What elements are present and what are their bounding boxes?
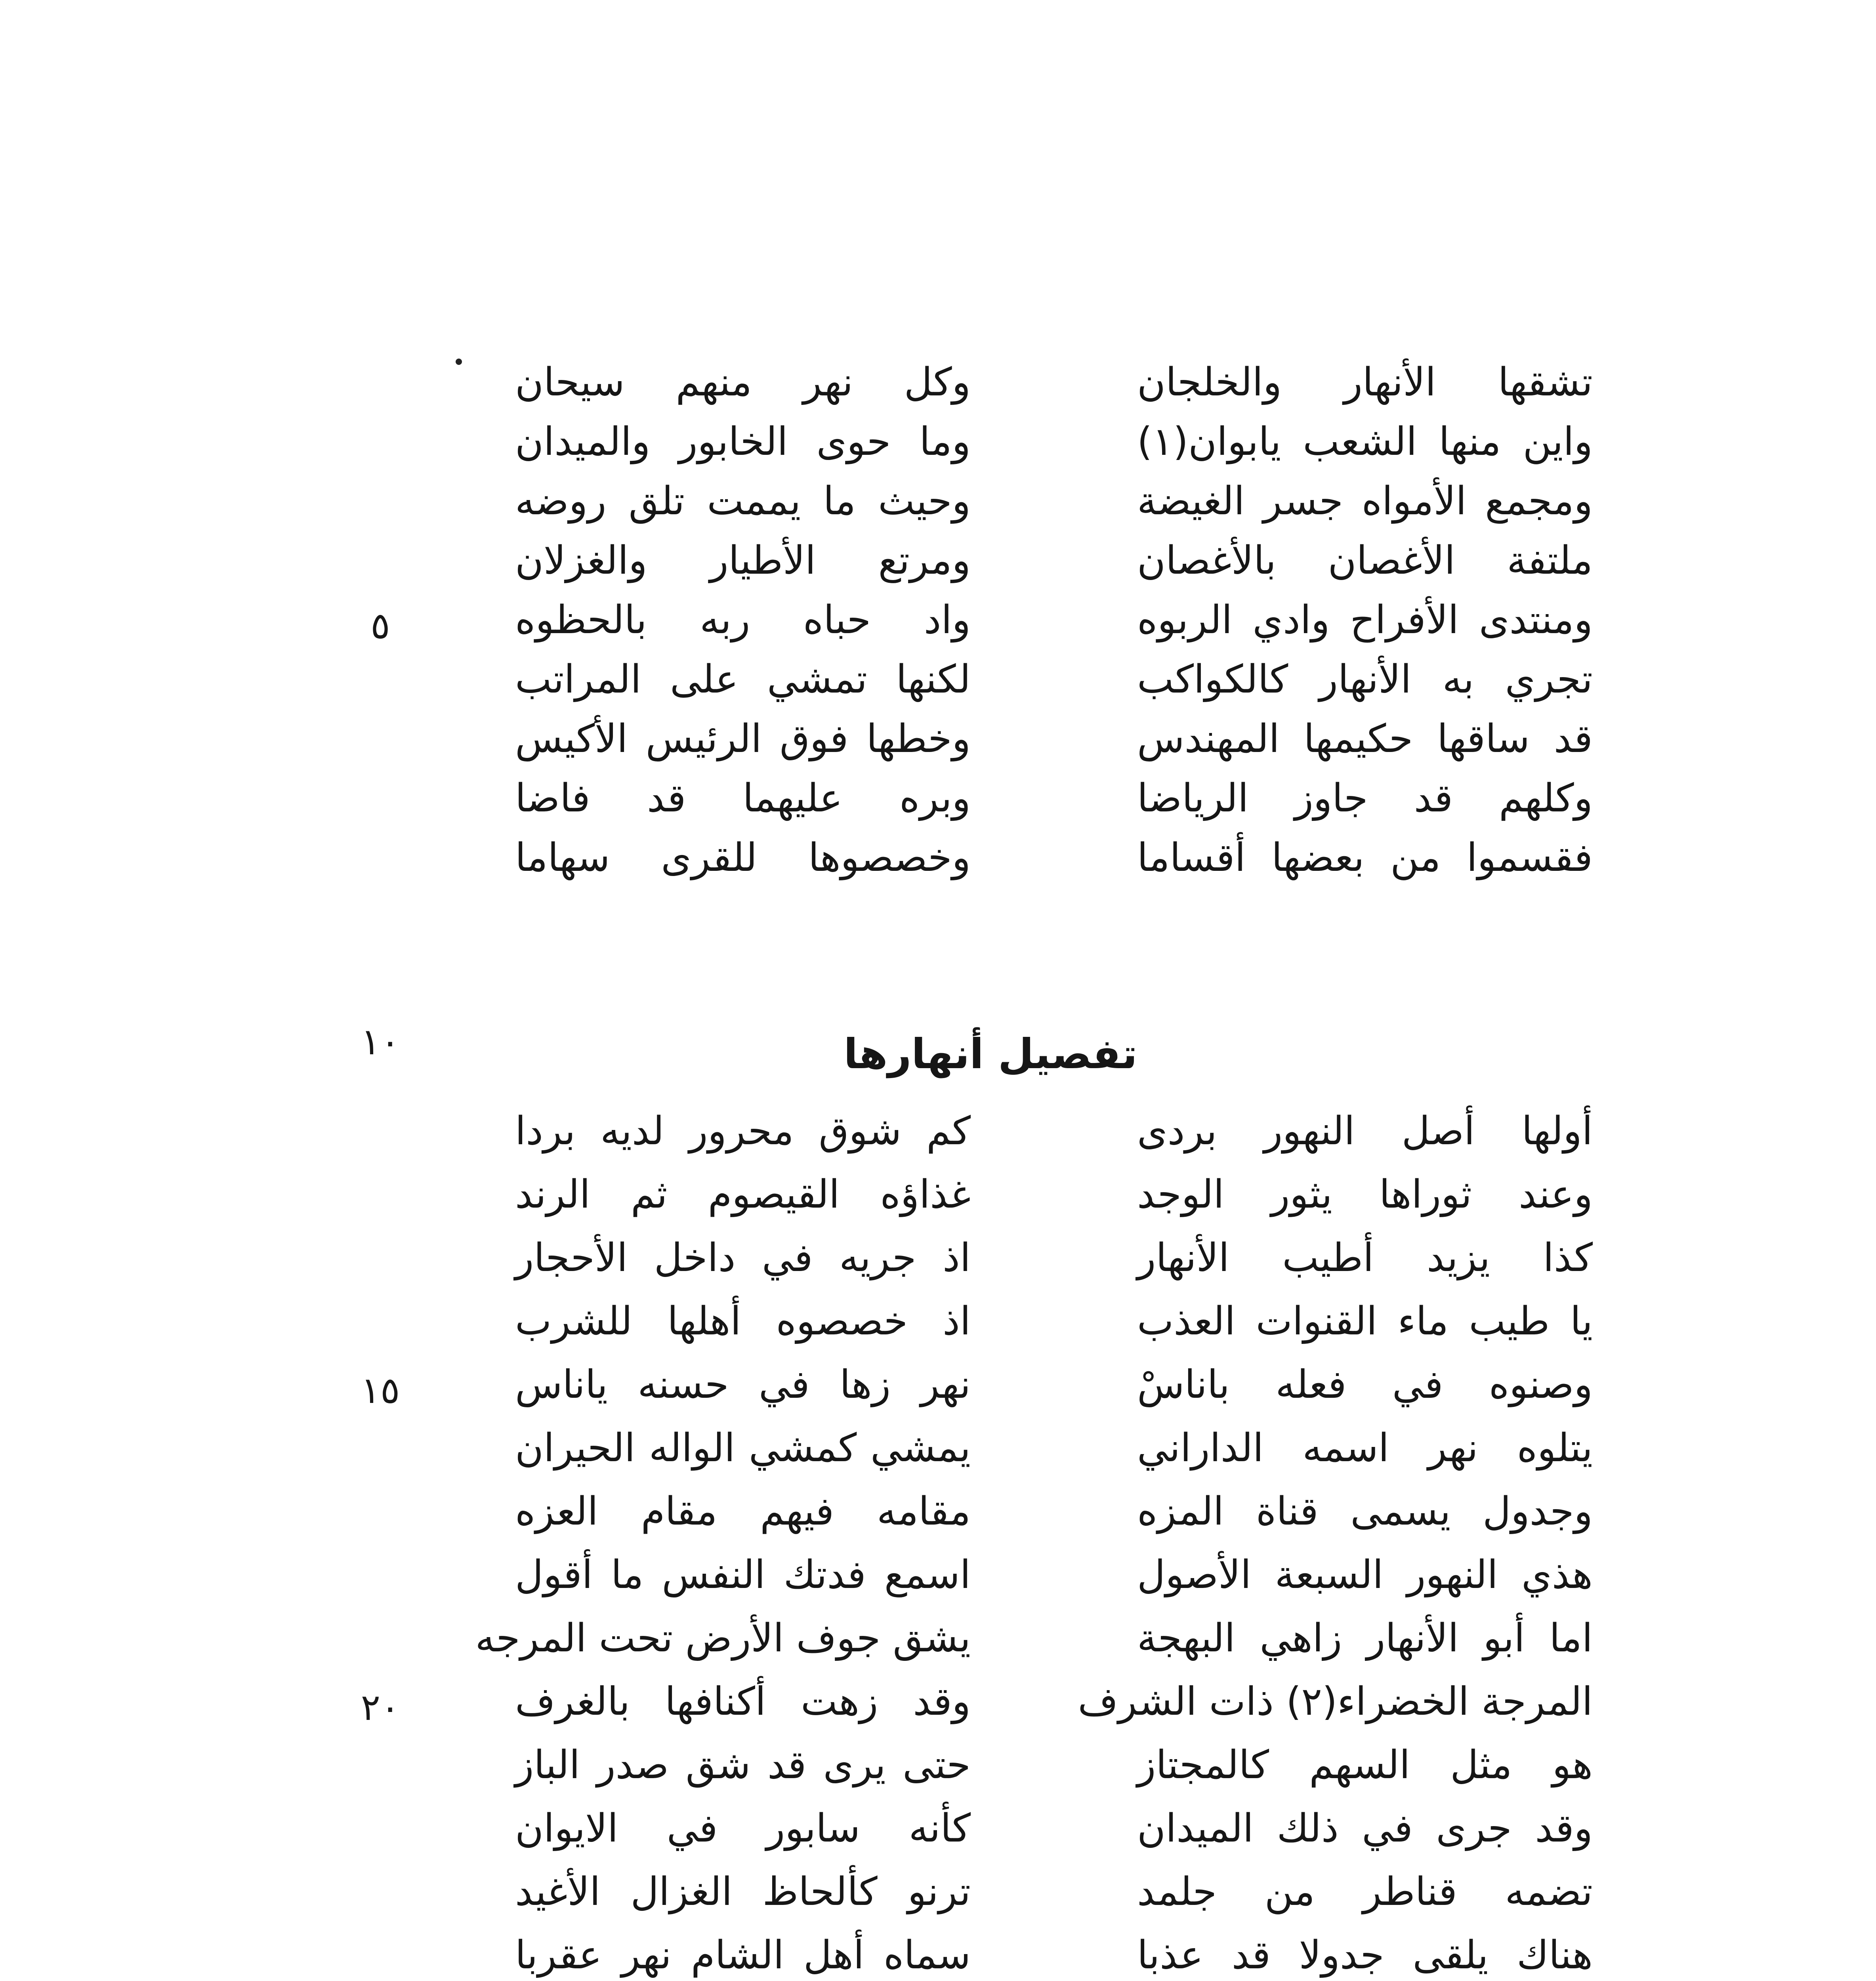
verse-left: مقامه فيهم مقام العزه [515,1489,971,1534]
verse-left: كم شوق محرور لديه بردا [515,1109,971,1154]
verse-left: وحيث ما يممت تلق روضه [515,479,971,524]
print-speck [456,359,462,365]
verse-right: اما أبو الأنهار زاهي البهجة [1137,1616,1593,1661]
verse-right: واين منها الشعب يابوان(١) [1137,419,1593,464]
verse-left: ومرتع الأطيار والغزلان [515,538,971,583]
verse-right: هذي النهور السبعة الأصول [1137,1552,1593,1597]
verse-right: وصنوه في فعله باناسْ [1137,1362,1593,1407]
verse-right: وكلهم قد جاوز الرياضا [1137,776,1593,821]
verse-left: واد حباه ربه بالحظوه [515,597,971,643]
line-number: ٢٠ [361,1686,400,1729]
verse-right: تجري به الأنهار كالكواكب [1137,657,1593,702]
verse-right: تضمه قناطر من جلمد [1137,1869,1593,1914]
verse-right: وقد جرى في ذلك الميدان [1137,1806,1593,1851]
verse-right: ومنتدى الأفراح وادي الربوه [1137,597,1593,643]
verse-left: وخطها فوق الرئيس الأكيس [515,716,971,761]
verse-left: ترنو كألحاظ الغزال الأغيد [515,1869,971,1914]
line-number: ١٠ [361,1021,400,1063]
verse-right: هو مثل السهم كالمجتاز [1137,1742,1593,1788]
verse-right: كذا يزيد أطيب الأنهار [1137,1235,1593,1281]
verse-right: ومجمع الأمواه جسر الغيضة [1137,479,1593,524]
verse-right: ملتفة الأغصان بالأغصان [1137,538,1593,583]
verse-left: اذ خصصوه أهلها للشرب [515,1299,971,1344]
verse-left: اسمع فدتك النفس ما أقول [515,1552,971,1597]
line-number: ٥ [370,605,390,647]
verse-left: وما حوى الخابور والميدان [515,419,971,464]
verse-left: لكنها تمشي على المراتب [515,657,971,702]
section-title: تفصيل أنهارها [844,1030,1137,1078]
verse-left: يشق جوف الأرض تحت المرجه [475,1616,971,1661]
verse-left: حتى يرى قد شق صدر الباز [515,1742,971,1788]
verse-right: أولها أصل النهور بردى [1137,1109,1593,1154]
verse-right: يتلوه نهر اسمه الداراني [1137,1426,1593,1471]
verse-right: هناك يلقى جدولا قد عذبا [1137,1933,1593,1978]
verse-left: وكل نهر منهم سيحان [515,360,971,405]
verse-left: كأنه سابور في الايوان [515,1806,971,1851]
verse-left: وقد زهت أكنافها بالغرف [515,1679,971,1724]
verse-left: نهر زها في حسنه ياناس [515,1362,971,1407]
line-number: ١٥ [361,1369,400,1412]
verse-left: اذ جريه في داخل الأحجار [515,1235,971,1281]
verse-right: وجدول يسمى قناة المزه [1137,1489,1593,1534]
verse-left: وخصصوها للقرى سهاما [515,835,971,880]
verse-right: فقسموا من بعضها أقساما [1137,835,1593,880]
verse-left: سماه أهل الشام نهر عقربا [515,1933,971,1978]
verse-right: قد ساقها حكيمها المهندس [1137,716,1593,761]
verse-left: غذاؤه القيصوم ثم الرند [515,1172,971,1217]
verse-right: المرجة الخضراء(٢) ذات الشرف [1078,1679,1593,1724]
verse-right: تشقها الأنهار والخلجان [1137,360,1593,405]
verse-right: يا طيب ماء القنوات العذب [1137,1299,1593,1344]
verse-left: وبره عليهما قد فاضا [515,776,971,821]
verse-left: يمشي كمشي الواله الحيران [515,1426,971,1471]
verse-right: وعند ثوراها يثور الوجد [1137,1172,1593,1217]
